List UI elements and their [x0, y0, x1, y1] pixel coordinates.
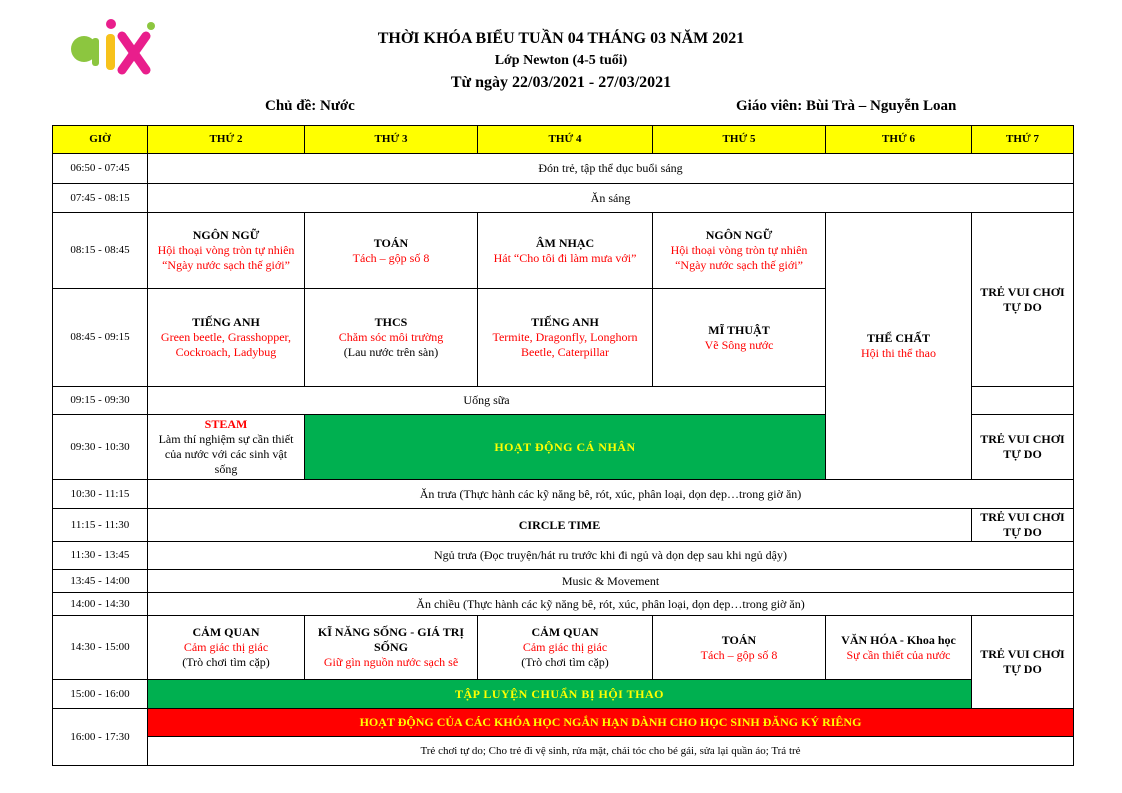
col-header-wed: THỨ 4	[478, 126, 653, 154]
col-header-thu: THỨ 5	[653, 126, 826, 154]
time-cell: 13:45 - 14:00	[53, 570, 148, 593]
activity-title: THCS	[374, 315, 408, 329]
activity-title: TOÁN	[721, 632, 757, 647]
time-cell: 08:15 - 08:45	[53, 213, 148, 289]
sports-practice-cell: TẬP LUYỆN CHUẨN BỊ HỘI THAO	[148, 680, 972, 709]
col-header-sat: THỨ 7	[972, 126, 1074, 154]
activity-detail: Chăm sóc môi trường	[338, 330, 444, 344]
activity-cell	[305, 213, 478, 289]
activity-cell	[148, 289, 305, 387]
activity-title: TIẾNG ANH	[531, 315, 599, 329]
activity-detail: “Ngày nước sạch thế giới”	[162, 258, 290, 272]
time-cell: 11:15 - 11:30	[53, 509, 148, 542]
col-header-time: GIỜ	[53, 126, 148, 154]
activity-detail: Giữ gìn nguồn nước sạch sẽ	[323, 655, 459, 669]
activity-detail: của nước với các sinh vật	[164, 447, 288, 461]
activity-cell	[478, 289, 653, 387]
table-row	[53, 509, 1074, 542]
time-cell: 09:30 - 10:30	[53, 415, 148, 480]
time-cell: 15:00 - 16:00	[53, 680, 148, 709]
activity-detail: Sự cần thiết của nước	[846, 647, 951, 662]
activity-cell	[148, 415, 305, 480]
col-header-fri: THỨ 6	[826, 126, 972, 154]
activity-detail: (Trò chơi tìm cặp)	[521, 655, 609, 669]
activity-detail: Beetle, Caterpillar	[521, 345, 609, 359]
activity-title: STEAM	[204, 417, 248, 431]
activity-title: TIẾNG ANH	[192, 315, 260, 329]
free-play-cell: Trẻ chơi tự do; Cho trẻ đi vệ sinh, rửa mặt, chải tóc cho bé gái, sửa lại quần áo; Trả trẻ	[148, 737, 1074, 766]
milk-cell: Uống sữa	[148, 387, 826, 415]
activity-cell	[148, 616, 305, 680]
timetable	[52, 125, 1074, 766]
activity-detail: Hội thoại vòng tròn tự nhiên	[157, 243, 295, 257]
free-play-sat: TRẺ VUI CHƠI TỰ DO	[972, 415, 1074, 480]
table-row	[53, 184, 1074, 213]
time-cell: 07:45 - 08:15	[53, 184, 148, 213]
short-courses-cell: HOẠT ĐỘNG CỦA CÁC KHÓA HỌC NGẮN HẠN DÀNH CHO HỌC SINH ĐĂNG KÝ RIÊNG	[148, 709, 1074, 737]
activity-title: KĨ NĂNG SỐNG - GIÁ TRỊ SỐNG	[317, 625, 465, 654]
activity-detail: Hội thi thể thao	[861, 346, 936, 360]
activity-cell	[653, 289, 826, 387]
activity-detail: Termite, Dragonfly, Longhorn	[492, 330, 638, 344]
activity-title: NGÔN NGỮ	[192, 228, 260, 242]
teacher: Giáo viên: Bùi Trà – Nguyễn Loan	[736, 98, 957, 114]
activity-detail: (Trò chơi tìm cặp)	[182, 655, 270, 669]
time-cell: 10:30 - 11:15	[53, 480, 148, 509]
table-row	[53, 680, 1074, 709]
activity-title: ÂM NHẠC	[535, 235, 595, 250]
empty-cell	[972, 387, 1074, 415]
activity-title: CẢM QUAN	[531, 625, 599, 639]
snack-cell: Ăn chiều (Thực hành các kỹ năng bê, rót, xúc, phân loại, dọn dẹp…trong giờ ăn)	[148, 593, 1074, 616]
activity-detail: (Lau nước trên sàn)	[343, 345, 439, 359]
activity-cell	[305, 289, 478, 387]
col-header-tue: THỨ 3	[305, 126, 478, 154]
free-play-sat: TRẺ VUI CHƠI TỰ DO	[972, 509, 1074, 542]
activity-detail: Cockroach, Ladybug	[175, 345, 277, 359]
activity-title: THỂ CHẤT	[866, 331, 930, 345]
lunch-cell: Ăn trưa (Thực hành các kỹ năng bê, rót, xúc, phân loại, dọn dẹp…trong giờ ăn)	[148, 480, 1074, 509]
activity-cell	[653, 213, 826, 289]
table-row	[53, 737, 1074, 766]
free-play-sat: TRẺ VUI CHƠI TỰ DO	[972, 616, 1074, 709]
activity-detail: Hội thoại vòng tròn tự nhiên	[670, 243, 808, 257]
free-play-sat: TRẺ VUI CHƠI TỰ DO	[972, 213, 1074, 387]
table-row	[53, 542, 1074, 570]
activity-detail: “Ngày nước sạch thế giới”	[675, 258, 803, 272]
individual-activity-cell: HOẠT ĐỘNG CÁ NHÂN	[305, 415, 826, 480]
table-row	[53, 154, 1074, 184]
table-row	[53, 616, 1074, 680]
activity-cell	[826, 616, 972, 680]
breakfast-cell: Ăn sáng	[148, 184, 1074, 213]
activity-cell	[653, 616, 826, 680]
activity-title: VĂN HÓA - Khoa học	[841, 632, 956, 647]
activity-title: MĨ THUẬT	[708, 322, 770, 337]
activity-cell	[305, 616, 478, 680]
activity-detail: Vẽ Sông nước	[704, 337, 774, 352]
activity-detail: sống	[214, 462, 238, 476]
table-row	[53, 593, 1074, 616]
activity-detail: Tách – gộp số 8	[700, 647, 778, 662]
activity-detail: Cảm giác thị giác	[183, 640, 269, 654]
circle-time-cell: CIRCLE TIME	[148, 509, 972, 542]
time-cell: 08:45 - 09:15	[53, 289, 148, 387]
topic: Chủ đề: Nước	[265, 98, 355, 114]
activity-title: TOÁN	[373, 235, 409, 250]
activity-cell	[148, 213, 305, 289]
time-cell: 16:00 - 17:30	[53, 709, 148, 766]
time-cell: 06:50 - 07:45	[53, 154, 148, 184]
activity-title: CẢM QUAN	[192, 625, 260, 639]
activity-cell	[478, 213, 653, 289]
time-cell: 14:30 - 15:00	[53, 616, 148, 680]
table-row	[53, 480, 1074, 509]
music-cell: Music & Movement	[148, 570, 1074, 593]
activity-detail: Làm thí nghiệm sự cần thiết	[158, 432, 294, 446]
time-cell: 11:30 - 13:45	[53, 542, 148, 570]
welcome-cell: Đón trẻ, tập thể dục buổi sáng	[148, 154, 1074, 184]
table-row	[53, 570, 1074, 593]
time-cell: 09:15 - 09:30	[53, 387, 148, 415]
activity-detail: Hát “Cho tôi đi làm mưa với”	[493, 250, 637, 265]
table-row	[53, 709, 1074, 737]
header-row	[53, 126, 1074, 154]
class-name: Lớp Newton (4-5 tuổi)	[494, 53, 628, 68]
nap-cell: Ngủ trưa (Đọc truyện/hát ru trước khi đi ngủ và dọn dẹp sau khi ngủ dậy)	[148, 542, 1074, 570]
activity-detail: Green beetle, Grasshopper,	[160, 330, 292, 344]
activity-cell-fri	[826, 213, 972, 480]
activity-detail: Tách – gộp số 8	[352, 250, 430, 265]
schedule-title: THỜI KHÓA BIỂU TUẦN 04 THÁNG 03 NĂM 2021	[377, 30, 745, 47]
activity-cell	[478, 616, 653, 680]
activity-detail: Cảm giác thị giác	[522, 640, 608, 654]
col-header-mon: THỨ 2	[148, 126, 305, 154]
time-cell: 14:00 - 14:30	[53, 593, 148, 616]
activity-title: NGÔN NGỮ	[705, 228, 773, 242]
date-range: Từ ngày 22/03/2021 - 27/03/2021	[450, 74, 672, 91]
table-row	[53, 213, 1074, 289]
